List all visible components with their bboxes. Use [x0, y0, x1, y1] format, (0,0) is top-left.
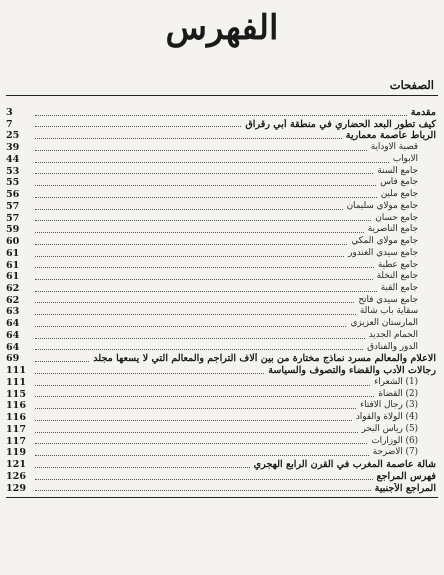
toc-entry-page-number: 64 — [6, 341, 20, 353]
dot-leader — [35, 173, 373, 174]
toc-entry-title: شالة عاصمة المغرب في القرن الرابع الهجري — [253, 459, 436, 471]
dot-leader — [35, 338, 365, 339]
toc-entry-page-number: 62 — [6, 294, 20, 306]
toc-entry — [6, 342, 438, 354]
toc-entry — [6, 330, 438, 342]
toc-entry-page-number: 61 — [6, 271, 20, 283]
toc-entry — [6, 459, 438, 471]
toc-entry-page-number: 25 — [6, 130, 20, 142]
toc-entry — [6, 306, 438, 318]
toc-entry-title: (3) رجال الافتاء — [360, 400, 418, 411]
toc-entry-title: جامع النخلة — [376, 271, 418, 282]
toc-entry-title: جامع حسان — [375, 212, 418, 223]
dot-leader — [35, 220, 371, 221]
toc-entry-title: رجالات الأدب والقضاء والتصوف والسياسة — [268, 365, 436, 377]
toc-entry-title: جامع مولاي سليمان — [346, 200, 418, 211]
toc-entry-page-number: 63 — [6, 306, 20, 318]
dot-leader — [35, 349, 363, 350]
toc-entry — [6, 471, 438, 483]
toc-entry — [6, 436, 438, 448]
toc-entry-title: جامع السنة — [377, 165, 418, 176]
dot-leader — [35, 302, 354, 303]
toc-entry-page-number: 111 — [6, 376, 27, 388]
toc-entry-page-number: 60 — [6, 236, 20, 248]
toc-entry-page-number: 56 — [6, 189, 20, 201]
toc-entry — [6, 107, 438, 119]
toc-entry-page-number: 116 — [6, 400, 27, 412]
toc-entry-title: جامع سيدي فاتح — [358, 294, 418, 305]
toc-entry-page-number: 129 — [6, 482, 27, 494]
dot-leader — [35, 162, 389, 163]
dot-leader — [35, 291, 377, 292]
toc-entry-page-number: 111 — [6, 365, 27, 377]
toc-entry-page-number: 3 — [6, 107, 13, 118]
toc-entry-title: جامع الناصرية — [367, 224, 418, 235]
toc-entry-page-number: 62 — [6, 283, 20, 295]
dot-leader — [35, 373, 264, 374]
toc-entry-title: المراجع الأجنبية — [374, 482, 436, 494]
toc-entry — [6, 142, 438, 154]
toc-entry — [6, 377, 438, 389]
toc-entry-title: (7) الأضرحة — [372, 447, 418, 458]
toc-entry-title: الأبواب — [392, 153, 418, 164]
toc-entry-title: فهرس المراجع — [376, 470, 436, 482]
dot-leader — [35, 396, 374, 397]
toc-entry-page-number: 126 — [6, 470, 27, 482]
toc-entry — [6, 260, 438, 272]
toc-entry-title: جامع سيدي الغندور — [348, 247, 418, 258]
dot-leader — [35, 314, 356, 315]
dot-leader — [35, 126, 241, 127]
toc-entry-title: مقدمة — [410, 107, 436, 118]
dot-leader — [35, 467, 250, 468]
toc-entry-page-number: 116 — [6, 412, 27, 424]
toc-entry — [6, 271, 438, 283]
toc-entry — [6, 224, 438, 236]
toc-entry-page-number: 61 — [6, 259, 20, 271]
toc-entry-page-number: 117 — [6, 435, 27, 447]
dot-leader — [35, 185, 376, 186]
dot-leader — [35, 197, 377, 198]
toc-entry — [6, 295, 438, 307]
dot-leader — [35, 150, 367, 151]
toc-entry-page-number: 57 — [6, 212, 20, 224]
toc-entry-title: (5) رياس البحر — [361, 423, 418, 434]
dot-leader — [35, 385, 370, 386]
toc-entry-title: سقاية باب شالة — [359, 306, 418, 317]
dot-leader — [35, 279, 373, 280]
toc-entry-page-number: 64 — [6, 329, 20, 341]
toc-entry — [6, 424, 438, 436]
toc-entry — [6, 318, 438, 330]
toc-entry-title: قصبة الأوداية — [370, 142, 418, 153]
toc-entry — [6, 166, 438, 178]
toc-entry — [6, 119, 438, 131]
toc-entry-title: (6) الوزارات — [371, 435, 418, 446]
toc-entry-page-number: 39 — [6, 142, 20, 154]
dot-leader — [35, 420, 352, 421]
page-title: الفهرس — [165, 8, 279, 48]
dot-leader — [35, 490, 371, 491]
dot-leader — [35, 256, 344, 257]
toc-entry — [6, 154, 438, 166]
toc-entry-page-number: 115 — [6, 388, 27, 400]
toc-entry-page-number: 57 — [6, 200, 20, 212]
toc-entry — [6, 283, 438, 295]
toc-entry-title: الدور والفنادق — [367, 341, 418, 352]
toc-entry-title: جامع القبة — [380, 283, 418, 294]
dot-leader — [35, 479, 373, 480]
toc-entry-page-number: 119 — [6, 447, 27, 459]
toc-entry-page-number: 61 — [6, 247, 20, 259]
toc-entry — [6, 483, 438, 495]
toc-entry-page-number: 69 — [6, 353, 20, 365]
toc-entry — [6, 389, 438, 401]
toc-entry — [6, 447, 438, 459]
toc-entry-title: الرباط عاصمة معمارية — [345, 130, 436, 142]
toc-entry-title: الاعلام والمعالم مسرد نماذج مختارة من بين آلاف التراجم والمعالم التي لا يسعها مجلد — [93, 353, 436, 365]
toc-entry — [6, 130, 438, 142]
toc-entry-title: جامع عطية — [377, 259, 418, 270]
toc-entry-title: جامع فاس — [380, 177, 418, 188]
dot-leader — [35, 267, 374, 268]
dot-leader — [35, 209, 343, 210]
toc-entry-page-number: 55 — [6, 177, 20, 189]
toc-entry-title: جامع ملين — [380, 189, 418, 200]
toc-entry — [6, 400, 438, 412]
bottom-rule — [6, 497, 438, 498]
toc-entry — [6, 189, 438, 201]
table-of-contents — [6, 107, 438, 494]
toc-entry-page-number: 59 — [6, 224, 20, 236]
toc-entry — [6, 365, 438, 377]
toc-entry-title: (1) الشعراء — [374, 376, 418, 387]
toc-entry-title: (2) القضاة — [378, 388, 418, 399]
dot-leader — [35, 138, 342, 139]
toc-entry — [6, 177, 438, 189]
toc-entry-title: كيف تطور البعد الحضاري في منطقة أبي رقراق — [245, 118, 436, 130]
dot-leader — [35, 244, 347, 245]
toc-entry-page-number: 44 — [6, 153, 20, 165]
dot-leader — [35, 115, 407, 116]
dot-leader — [35, 408, 356, 409]
toc-entry-page-number: 53 — [6, 165, 20, 177]
dot-leader — [35, 232, 364, 233]
toc-entry-page-number: 121 — [6, 459, 27, 471]
toc-entry-page-number: 7 — [6, 118, 13, 130]
toc-entry — [6, 201, 438, 213]
dot-leader — [35, 326, 346, 327]
toc-entry-title: (4) الولاة والقواد — [355, 412, 418, 423]
dot-leader — [35, 361, 89, 362]
toc-entry — [6, 236, 438, 248]
toc-entry — [6, 412, 438, 424]
toc-entry-page-number: 117 — [6, 423, 27, 435]
toc-entry-title: الحمام الجديد — [368, 329, 418, 340]
pages-column-header: الصفحات — [389, 78, 434, 92]
toc-entry — [6, 353, 438, 365]
toc-entry-page-number: 64 — [6, 318, 20, 330]
toc-entry-title: المارستان العزيزي — [350, 318, 418, 329]
toc-entry — [6, 213, 438, 225]
header-rule — [6, 95, 438, 96]
dot-leader — [35, 432, 358, 433]
toc-entry-title: جامع مولاي المكي — [351, 236, 418, 247]
dot-leader — [35, 455, 369, 456]
dot-leader — [35, 443, 367, 444]
toc-entry — [6, 248, 438, 260]
